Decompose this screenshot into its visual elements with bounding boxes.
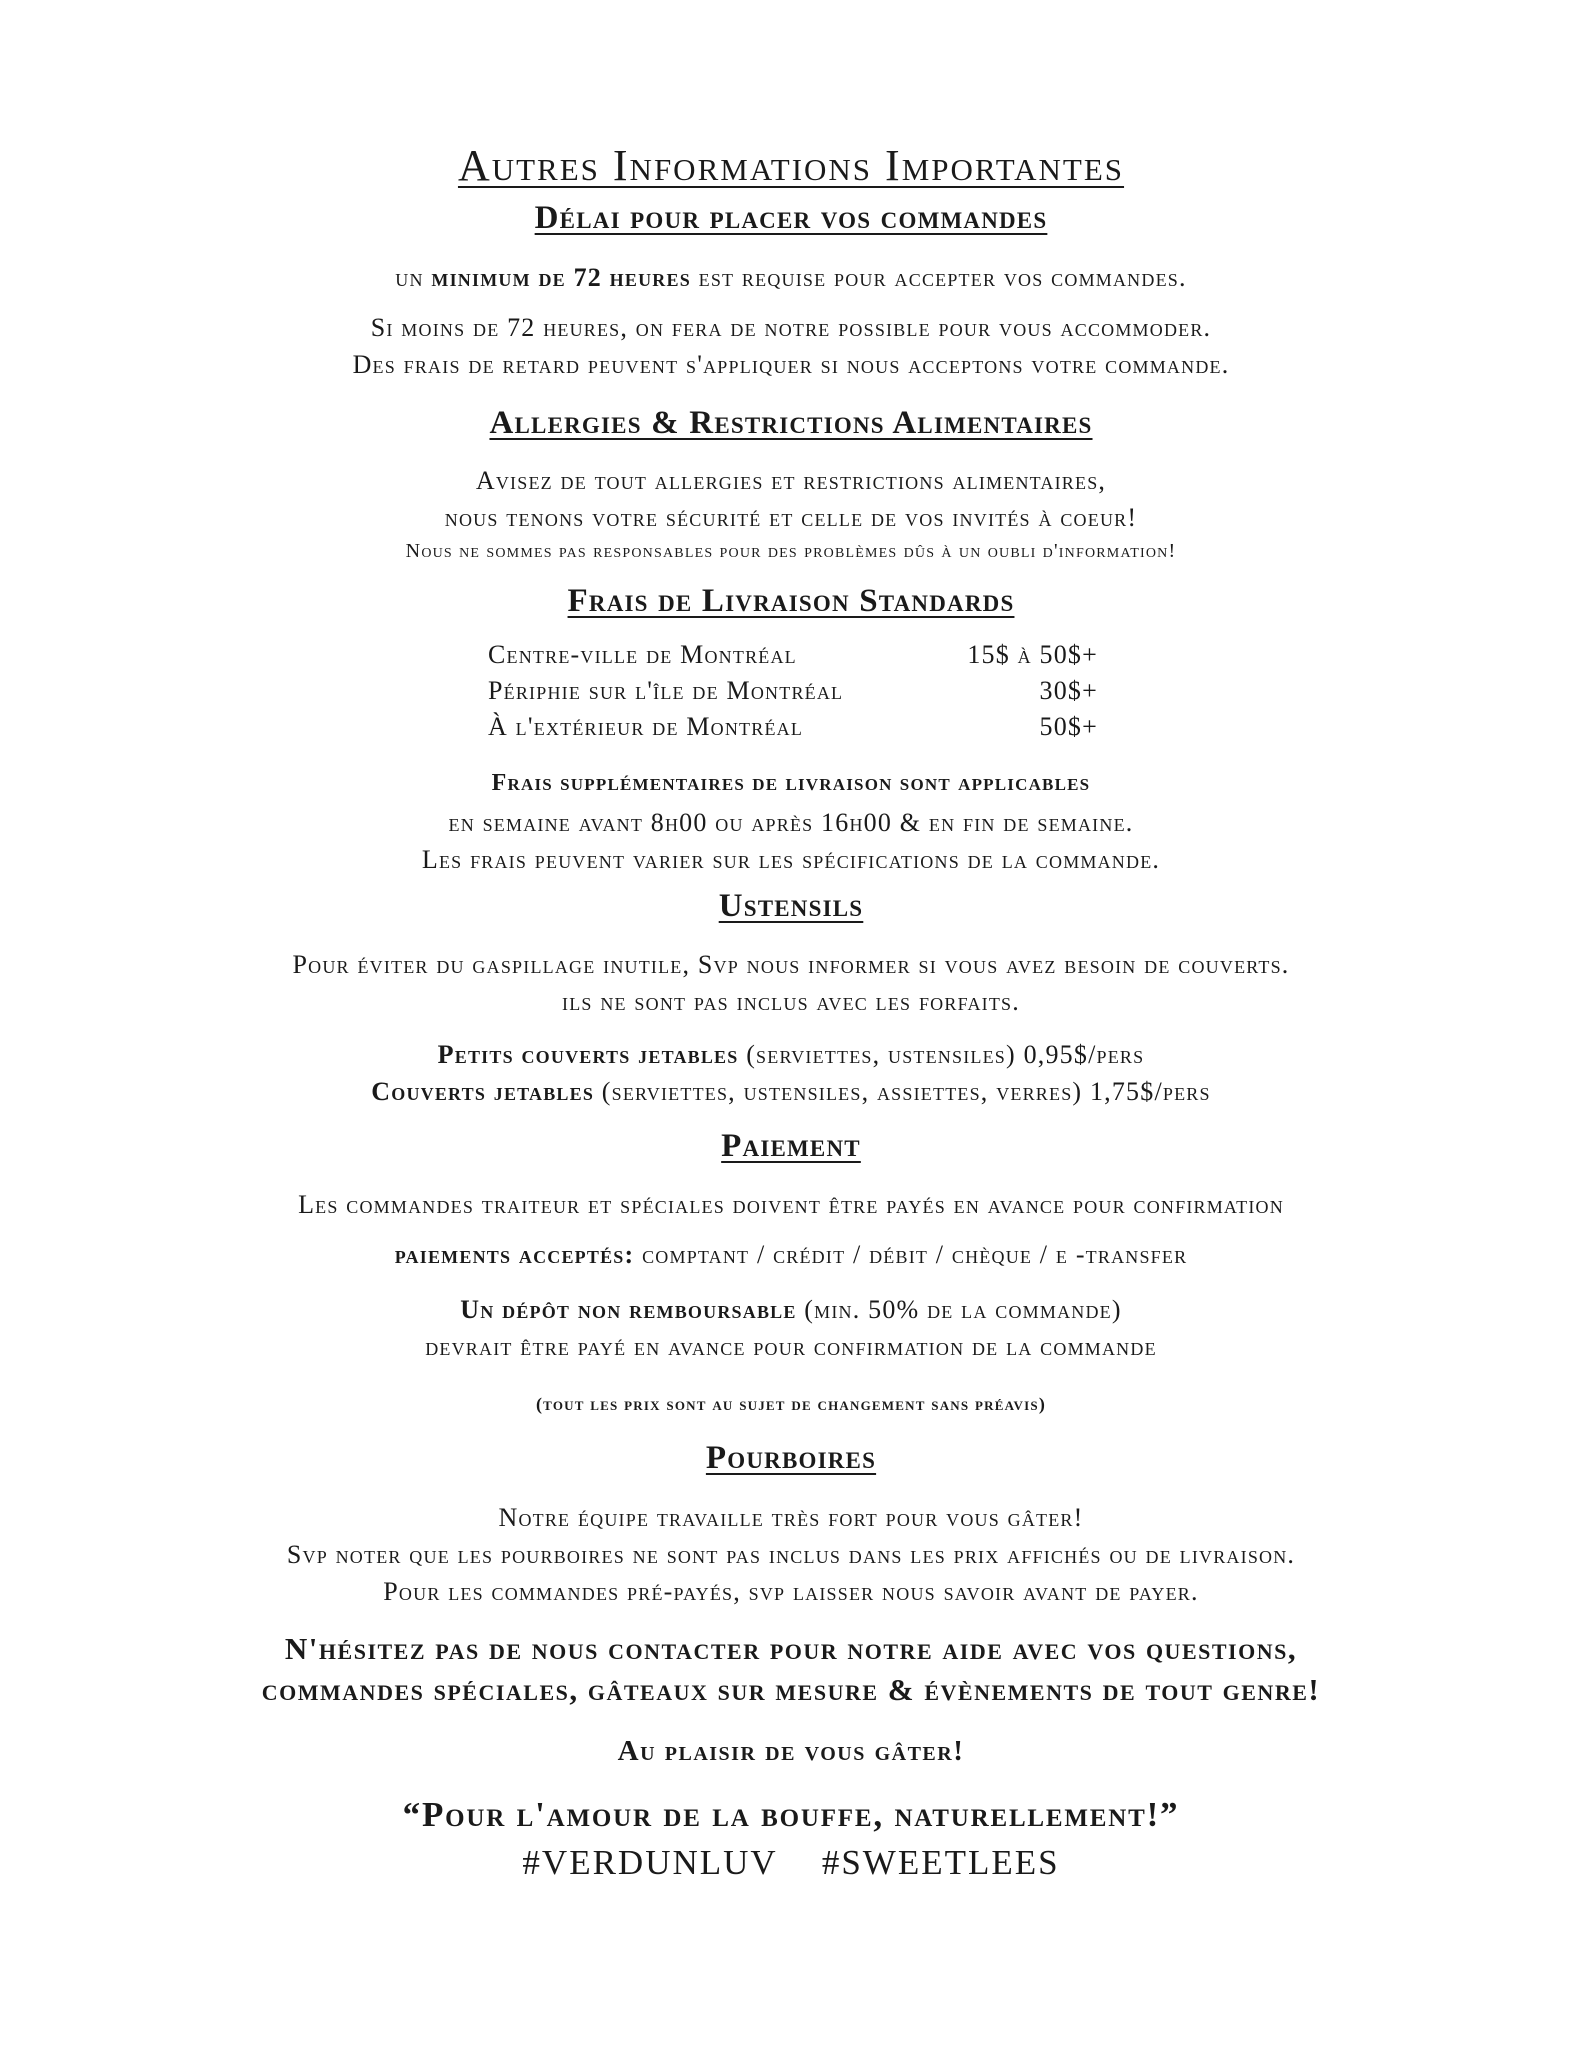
delivery-fee-table [488, 640, 1098, 748]
delai-line-1-bold: minimum de 72 heures [431, 263, 691, 292]
contact-line-1: N'hésitez pas de nous contacter pour notre aide avec vos questions, [284, 1631, 1298, 1666]
couverts-label: Couverts jetables [371, 1077, 595, 1106]
fee-price: 50$+ [1039, 712, 1098, 741]
fee-row [488, 712, 1098, 748]
paiements-acceptes-list: comptant / crédit / débit / chèque / e -transfer [642, 1240, 1188, 1269]
allergies-line-1: Avisez de tout allergies et restrictions alimentaires, [475, 466, 1107, 495]
petits-couverts-label: Petits couverts jetables [437, 1040, 739, 1069]
hashtag-verdunluv: #VERDUNLUV [522, 1843, 778, 1882]
paiements-acceptes-line [0, 1240, 1582, 1270]
allergies-line-3: Nous ne sommes pas responsables pour des problèmes dûs à un oubli d'information! [405, 540, 1177, 562]
depot-line [0, 1295, 1582, 1325]
fee-price: 30$+ [1039, 676, 1098, 705]
delai-line-1-post: est requise pour accepter vos commandes. [698, 263, 1187, 292]
fee-price: 15$ à 50$+ [967, 640, 1098, 669]
depot-line-2: devrait être payé en avance pour confirmation de la commande [425, 1332, 1157, 1361]
delai-line-1-pre: un [395, 263, 424, 292]
slogan: “Pour l'amour de la bouffe, naturellement!” [402, 1795, 1180, 1834]
delai-heading: Délai pour placer vos commandes [534, 200, 1048, 236]
pourboires-line-3: Pour les commandes pré-payés, svp laisser nous savoir avant de payer. [383, 1577, 1199, 1606]
fee-zone: Centre-ville de Montréal [488, 640, 797, 669]
fee-row [488, 640, 1098, 676]
ustensils-heading: Ustensils [718, 888, 864, 924]
hashtags [0, 1843, 1582, 1883]
pourboires-heading: Pourboires [705, 1440, 877, 1476]
couverts-detail: (serviettes, ustensiles, assiettes, verres) 1,75$/pers [601, 1077, 1211, 1106]
depot-detail: (min. 50% de la commande) [804, 1295, 1122, 1324]
petits-couverts-detail: (serviettes, ustensiles) 0,95$/pers [746, 1040, 1145, 1069]
fee-zone: À l'extérieur de Montréal [488, 712, 804, 741]
allergies-line-2: nous tenons votre sécurité et celle de vos invités à coeur! [444, 503, 1138, 532]
ustensils-line-1: Pour éviter du gaspillage inutile, Svp nous informer si vous avez besoin de couverts. [292, 950, 1290, 979]
depot-label: Un dépôt non remboursable [460, 1295, 797, 1324]
page-title: Autres Informations Importantes [457, 141, 1125, 190]
plaisir-line: Au plaisir de vous gâter! [617, 1735, 965, 1767]
contact-line-2: commandes spéciales, gâteaux sur mesure & évènements de tout genre! [261, 1672, 1321, 1707]
couverts-line [0, 1077, 1582, 1107]
ustensils-line-2: ils ne sont pas inclus avec les forfaits. [562, 987, 1020, 1016]
livraison-supp-line-2: Les frais peuvent varier sur les spécifications de la commande. [421, 845, 1161, 874]
pourboires-line-2: Svp noter que les pourboires ne sont pas inclus dans les prix affichés ou de livraison. [286, 1540, 1296, 1569]
delai-line-3: Des frais de retard peuvent s'appliquer si nous acceptons votre commande. [352, 350, 1230, 379]
hashtag-sweetlees: #SWEETLEES [821, 1843, 1060, 1882]
paiement-line-1: Les commandes traiteur et spéciales doivent être payés en avance pour confirmation [298, 1190, 1284, 1219]
fee-row [488, 676, 1098, 712]
livraison-supp-line-1: en semaine avant 8h00 ou après 16h00 & en fin de semaine. [448, 808, 1134, 837]
delai-line-2: Si moins de 72 heures, on fera de notre possible pour vous accommoder. [370, 313, 1212, 342]
price-change-note: (tout les prix sont au sujet de changement sans préavis) [535, 1394, 1047, 1414]
pourboires-line-1: Notre équipe travaille très fort pour vous gâter! [498, 1503, 1084, 1532]
paiements-acceptes-label: paiements acceptés: [394, 1240, 635, 1269]
paiement-heading: Paiement [721, 1128, 861, 1164]
petits-couverts-line [0, 1040, 1582, 1070]
livraison-heading: Frais de Livraison Standards [567, 583, 1015, 619]
livraison-supp-bold: Frais supplémentaires de livraison sont applicables [491, 770, 1091, 796]
fee-zone: Périphie sur l'île de Montréal [488, 676, 844, 705]
allergies-heading: Allergies & Restrictions Alimentaires [489, 405, 1093, 441]
delai-line-1 [0, 263, 1582, 293]
